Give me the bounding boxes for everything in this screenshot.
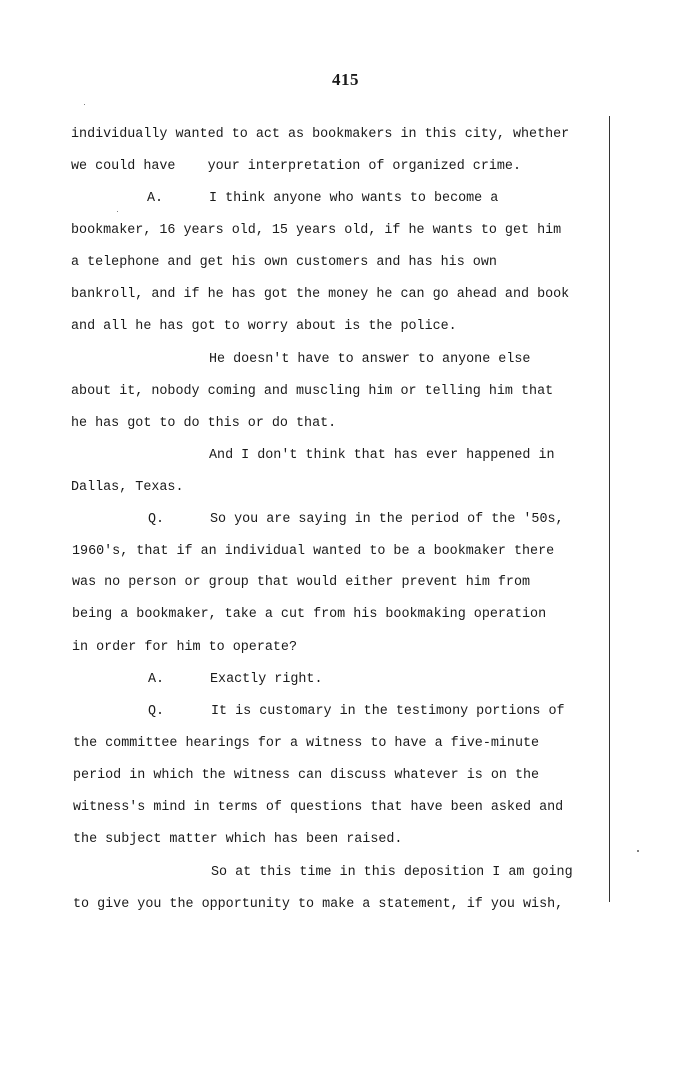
- scan-speck: [117, 211, 118, 212]
- scan-speck: [84, 104, 85, 105]
- transcript-line: Exactly right.: [210, 672, 323, 687]
- transcript-line: we could have your interpretation of organized crime.: [71, 159, 521, 174]
- page-number: 415: [332, 70, 359, 89]
- transcript-line: to give you the opportunity to make a statement, if you wish,: [73, 897, 564, 912]
- transcript-line: 1960's, that if an individual wanted to be a bookmaker there: [72, 544, 555, 559]
- speaker-label-question: Q.: [148, 704, 165, 719]
- transcript-line: the subject matter which has been raised.: [73, 832, 403, 847]
- speaker-label-answer: A.: [147, 191, 164, 206]
- transcript-line: a telephone and get his own customers and has his own: [71, 255, 497, 270]
- transcript-line: the committee hearings for a witness to have a five-minute: [73, 736, 540, 751]
- transcript-line: and all he has got to worry about is the police.: [71, 319, 457, 334]
- transcript-line: bookmaker, 16 years old, 15 years old, if he wants to get him: [71, 223, 562, 238]
- transcript-line: So you are saying in the period of the '50s,: [210, 512, 564, 527]
- transcript-line: Dallas, Texas.: [71, 480, 184, 495]
- transcript-line: He doesn't have to answer to anyone else: [209, 352, 531, 367]
- transcript-line: So at this time in this deposition I am going: [211, 865, 573, 880]
- transcript-line: individually wanted to act as bookmakers in this city, whether: [71, 127, 570, 142]
- transcript-line: And I don't think that has ever happened in: [209, 448, 555, 463]
- transcript-line: was no person or group that would either prevent him from: [72, 575, 531, 590]
- transcript-line: witness's mind in terms of questions that have been asked and: [73, 800, 564, 815]
- transcript-line: being a bookmaker, take a cut from his bookmaking operation: [72, 607, 547, 622]
- scan-speck: [637, 850, 639, 852]
- transcript-line: It is customary in the testimony portions of: [211, 704, 565, 719]
- speaker-label-answer: A.: [148, 672, 165, 687]
- speaker-label-question: Q.: [148, 512, 165, 527]
- transcript-line: in order for him to operate?: [72, 640, 297, 655]
- transcript-line: bankroll, and if he has got the money he can go ahead and book: [71, 287, 570, 302]
- transcript-line: he has got to do this or do that.: [71, 416, 337, 431]
- transcript-line: about it, nobody coming and muscling him or telling him that: [71, 384, 554, 399]
- right-margin-rule: [609, 116, 610, 902]
- transcript-line: period in which the witness can discuss whatever is on the: [73, 768, 540, 783]
- transcript-line: I think anyone who wants to become a: [209, 191, 499, 206]
